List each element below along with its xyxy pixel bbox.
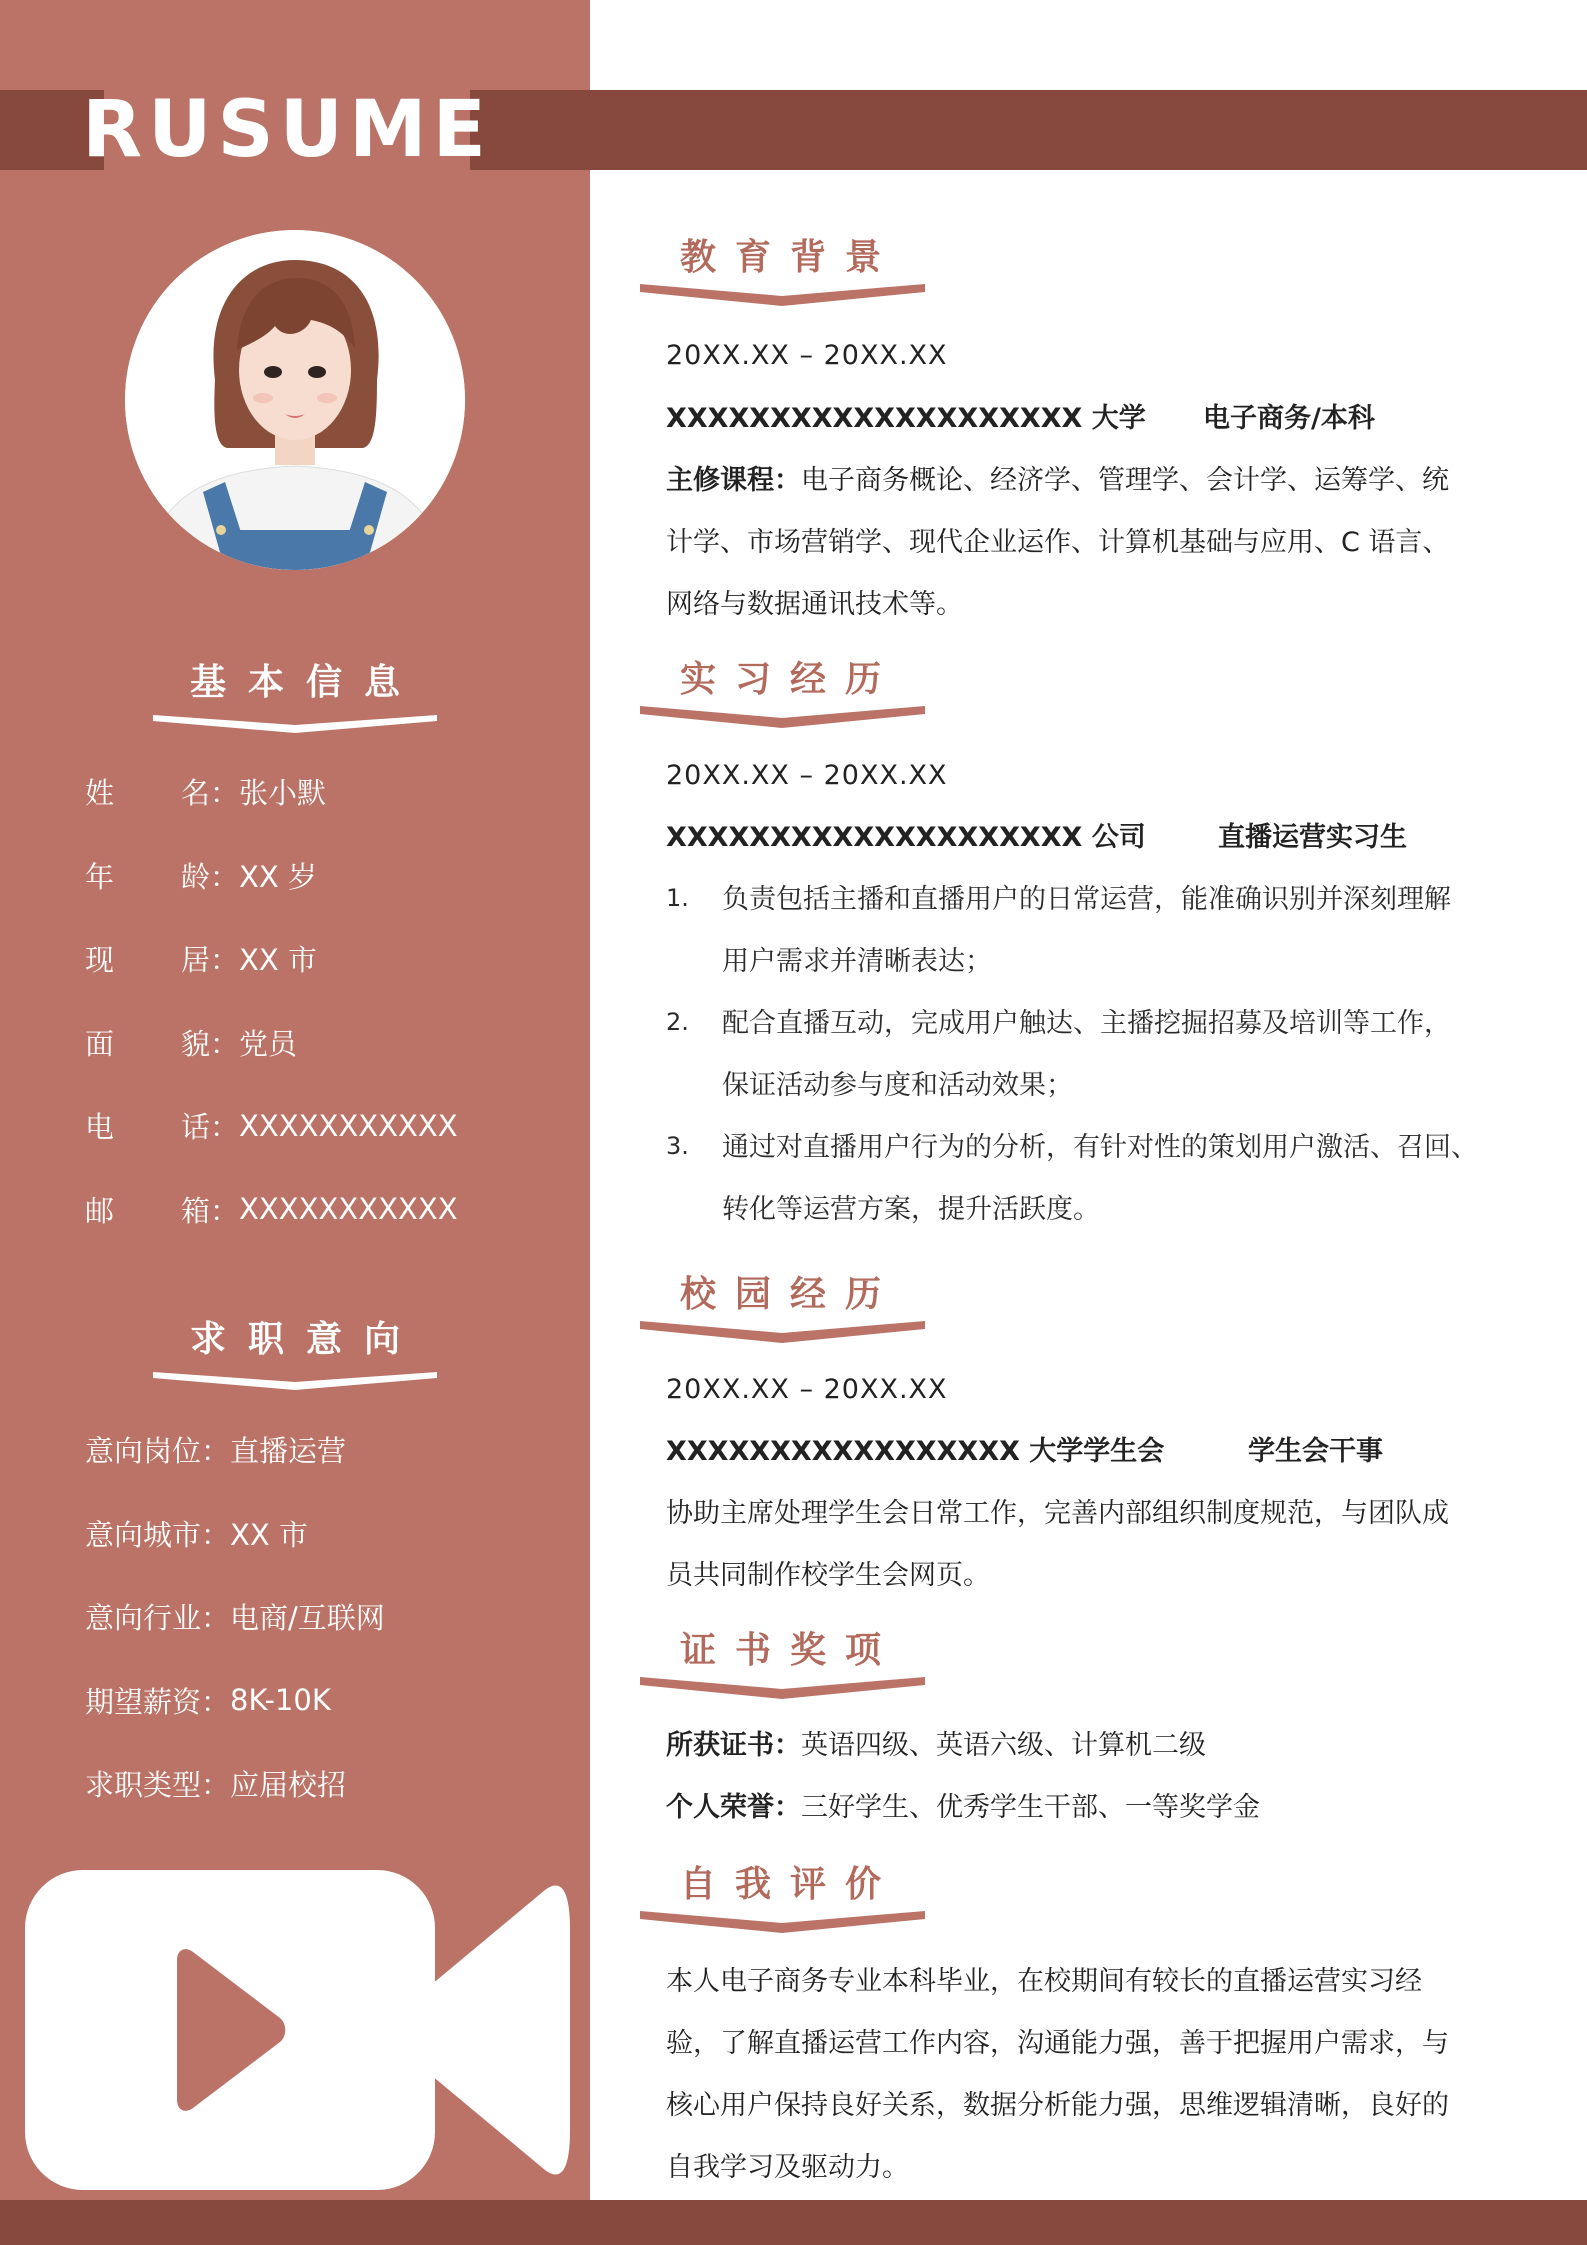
basic-info-row [85,834,565,918]
self-eval-line: 核心用户保持良好关系，数据分析能力强，思维逻辑清晰，良好的 [666,2090,1449,2121]
honor-label: 个人荣誉： [666,1792,801,1823]
intent-separator: ： [201,1517,231,1552]
education-date: 20XX.XX – 20XX.XX [666,340,948,371]
self-eval-line: 验，了解直播运营工作内容，沟通能力强，善于把握用户需求，与 [666,2028,1449,2059]
basic-info-row [85,1084,565,1168]
basic-info-row [85,1001,565,1085]
intent-key: 意向岗位 [85,1434,202,1469]
basic-info-row [85,917,565,1001]
intent-value: XX 市 [230,1517,308,1552]
intent-list [85,1408,565,1826]
courses-label: 主修课程： [666,465,801,496]
intent-value: 8K-10K [230,1683,331,1718]
self-eval-line: 自我学习及驱动力。 [666,2152,909,2183]
intent-separator: ： [201,1768,231,1803]
basic-info-key-first: 电 [85,1110,115,1145]
basic-info-key-first: 姓 [85,776,115,811]
basic-info-row [85,750,565,834]
internship-position: 直播运营实习生 [1218,822,1407,853]
education-courses-line2: 计学、市场营销学、现代企业运作、计算机基础与应用、C 语言、 [666,527,1450,558]
basic-info-value: 张小默 [239,776,327,811]
intent-row [85,1659,565,1743]
basic-info-separator: ： [210,776,240,811]
intent-header [150,1319,440,1394]
duty-number: 2. [666,1008,689,1036]
education-major: 电子商务/本科 [1203,403,1375,434]
resume-title: RUSUME [82,85,492,175]
portrait-illustration [125,230,465,570]
duty-line1: 负责包括主播和直播用户的日常运营，能准确识别并深刻理解 [722,884,1451,915]
basic-info-key-first: 面 [85,1026,115,1061]
intent-row [85,1492,565,1576]
intent-separator: ： [201,1434,231,1469]
basic-info-key-second: 貌 [181,1026,211,1061]
intent-separator: ： [201,1684,231,1719]
duty-line2: 保证活动参与度和活动效果； [722,1070,1073,1101]
chevron-divider-icon [640,1317,925,1349]
self-eval-line: 本人电子商务专业本科毕业，在校期间有较长的直播运营实习经 [666,1966,1422,1997]
intent-row [85,1575,565,1659]
intent-value: 直播运营 [230,1434,347,1469]
self-eval-title: 自我评价 [680,1864,901,1905]
duty-number: 3. [666,1132,689,1160]
bottom-band [0,2200,1587,2245]
intent-row [85,1408,565,1492]
campus-title: 校园经历 [680,1274,901,1315]
campus-role: 学生会干事 [1248,1436,1383,1467]
basic-info-value: XX 市 [239,943,317,978]
internship-date: 20XX.XX – 20XX.XX [666,760,948,791]
video-camera-icon [25,1870,570,2190]
basic-info-row [85,1168,565,1252]
basic-info-key-second: 名 [181,776,211,811]
basic-info-separator: ： [210,859,240,894]
basic-info-value: XX 岁 [239,859,317,894]
cert-label: 所获证书： [666,1730,801,1761]
courses-text: 电子商务概论、经济学、管理学、会计学、运筹学、统 [801,465,1449,496]
intent-title: 求职意向 [189,1319,422,1360]
chevron-divider-icon [153,1368,437,1394]
intent-key: 意向城市 [85,1517,202,1552]
campus-date: 20XX.XX – 20XX.XX [666,1374,948,1405]
duty-line2: 转化等运营方案，提升活跃度。 [722,1194,1100,1225]
duty-line1: 通过对直播用户行为的分析，有针对性的策划用户激活、召回、 [722,1132,1478,1163]
intent-key: 意向行业 [85,1601,202,1636]
chevron-divider-icon [640,1673,925,1705]
basic-info-value: XXXXXXXXXXX [239,1108,458,1143]
basic-info-separator: ： [210,1193,240,1228]
basic-info-key-first: 年 [85,859,115,894]
basic-info-value: 党员 [239,1026,298,1061]
intent-separator: ： [201,1601,231,1636]
avatar [125,230,465,570]
cert-value: 英语四级、英语六级、计算机二级 [801,1730,1206,1761]
intent-row [85,1742,565,1826]
campus-line2: 员共同制作校学生会网页。 [666,1560,990,1591]
intent-key: 期望薪资 [85,1684,202,1719]
basic-info-header [150,662,440,737]
education-school: XXXXXXXXXXXXXXXXXXXX 大学 [666,403,1146,434]
campus-org: XXXXXXXXXXXXXXXXX 大学学生会 [666,1436,1165,1467]
intent-value: 电商/互联网 [230,1601,385,1636]
chevron-divider-icon [153,711,437,737]
title-box [82,85,492,175]
campus-line1: 协助主席处理学生会日常工作，完善内部组织制度规范，与团队成 [666,1498,1449,1529]
honor-value: 三好学生、优秀学生干部、一等奖学金 [801,1792,1260,1823]
internship-company: XXXXXXXXXXXXXXXXXXXX 公司 [666,822,1146,853]
chevron-divider-icon [640,280,925,312]
basic-info-separator: ： [210,943,240,978]
basic-info-value: XXXXXXXXXXX [239,1192,458,1227]
basic-info-key-first: 邮 [85,1193,115,1228]
duty-number: 1. [666,884,689,912]
basic-info-key-second: 龄 [181,859,211,894]
basic-info-title: 基本信息 [189,662,422,703]
basic-info-separator: ： [210,1026,240,1061]
duty-line2: 用户需求并清晰表达； [722,946,992,977]
duty-line1: 配合直播互动，完成用户触达、主播挖掘招募及培训等工作， [722,1008,1451,1039]
basic-info-separator: ： [210,1110,240,1145]
education-courses-line3: 网络与数据通讯技术等。 [666,589,963,620]
basic-info-key-second: 居 [181,943,211,978]
education-courses-line1 [666,467,1449,494]
chevron-divider-icon [640,702,925,734]
basic-info-key-second: 箱 [181,1193,211,1228]
education-title: 教育背景 [680,237,901,278]
internship-title: 实习经历 [680,659,901,700]
intent-key: 求职类型 [85,1768,202,1803]
basic-info-list [85,750,565,1251]
awards-cert [666,1732,1206,1759]
basic-info-key-second: 话 [181,1110,211,1145]
intent-value: 应届校招 [230,1768,347,1803]
chevron-divider-icon [640,1907,925,1939]
awards-honor [666,1794,1260,1821]
awards-title: 证书奖项 [680,1630,901,1671]
basic-info-key-first: 现 [85,943,115,978]
